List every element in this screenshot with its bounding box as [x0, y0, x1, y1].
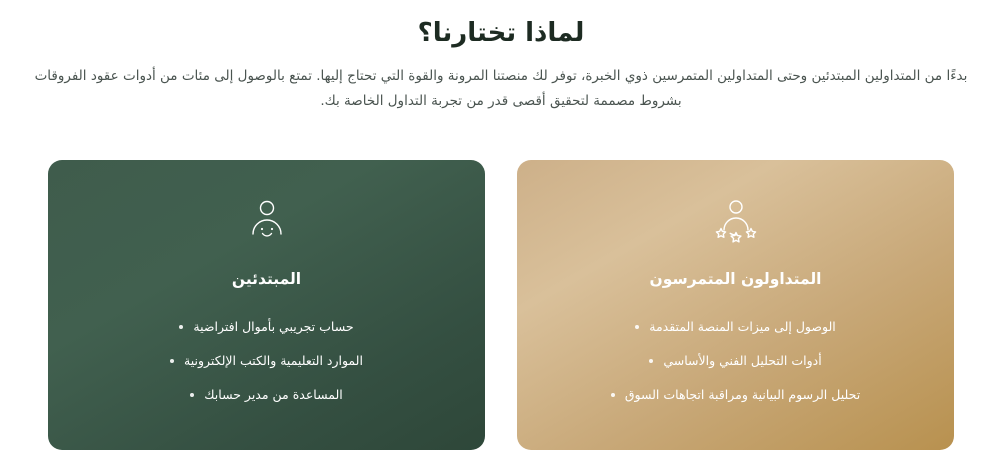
card-experienced-traders — [517, 160, 954, 450]
person-stars-icon — [708, 196, 764, 248]
why-choose-us-section — [0, 18, 1002, 465]
list-item — [543, 378, 928, 412]
bullet-dot-icon — [170, 359, 174, 363]
bullet-text: حساب تجريبي بأموال افتراضية — [193, 318, 354, 334]
bullet-text: الوصول إلى ميزات المنصة المتقدمة — [649, 318, 836, 334]
list-item — [74, 310, 459, 344]
bullet-text: تحليل الرسوم البيانية ومراقبة اتجاهات السوق — [624, 386, 861, 402]
bullet-dot-icon — [649, 359, 653, 363]
list-item — [74, 344, 459, 378]
list-item — [543, 310, 928, 344]
list-item — [543, 344, 928, 378]
card-bullet-list — [543, 310, 928, 412]
list-item — [74, 378, 459, 412]
card-beginners — [48, 160, 485, 450]
person-smile-icon — [239, 196, 295, 248]
bullet-text: أدوات التحليل الفني والأساسي — [663, 352, 822, 368]
bullet-dot-icon — [635, 325, 639, 329]
bullet-dot-icon — [190, 393, 194, 397]
bullet-dot-icon — [611, 393, 615, 397]
bullet-text: الموارد التعليمية والكتب الإلكترونية — [184, 352, 363, 368]
section-subtitle: بدءًا من المتداولين المبتدئين وحتى المتداولين المتمرسين ذوي الخبرة، توفر لك منصتنا المرونة والقوة التي تحتاج إليها. تمتع بالوصول إلى مئات من أدوات عقود الفروقات بشروط مصممة لتحقيق أقصى قدر من تجربة التداول الخاصة بك. — [34, 68, 968, 109]
card-title: المتداولون المتمرسون — [649, 269, 822, 288]
card-bullet-list — [74, 310, 459, 412]
cards-container — [48, 160, 954, 450]
page-title: لماذا تختارنا؟ — [417, 18, 585, 48]
bullet-text: المساعدة من مدير حسابك — [204, 386, 343, 402]
card-title: المبتدئين — [231, 269, 302, 288]
bullet-dot-icon — [179, 325, 183, 329]
